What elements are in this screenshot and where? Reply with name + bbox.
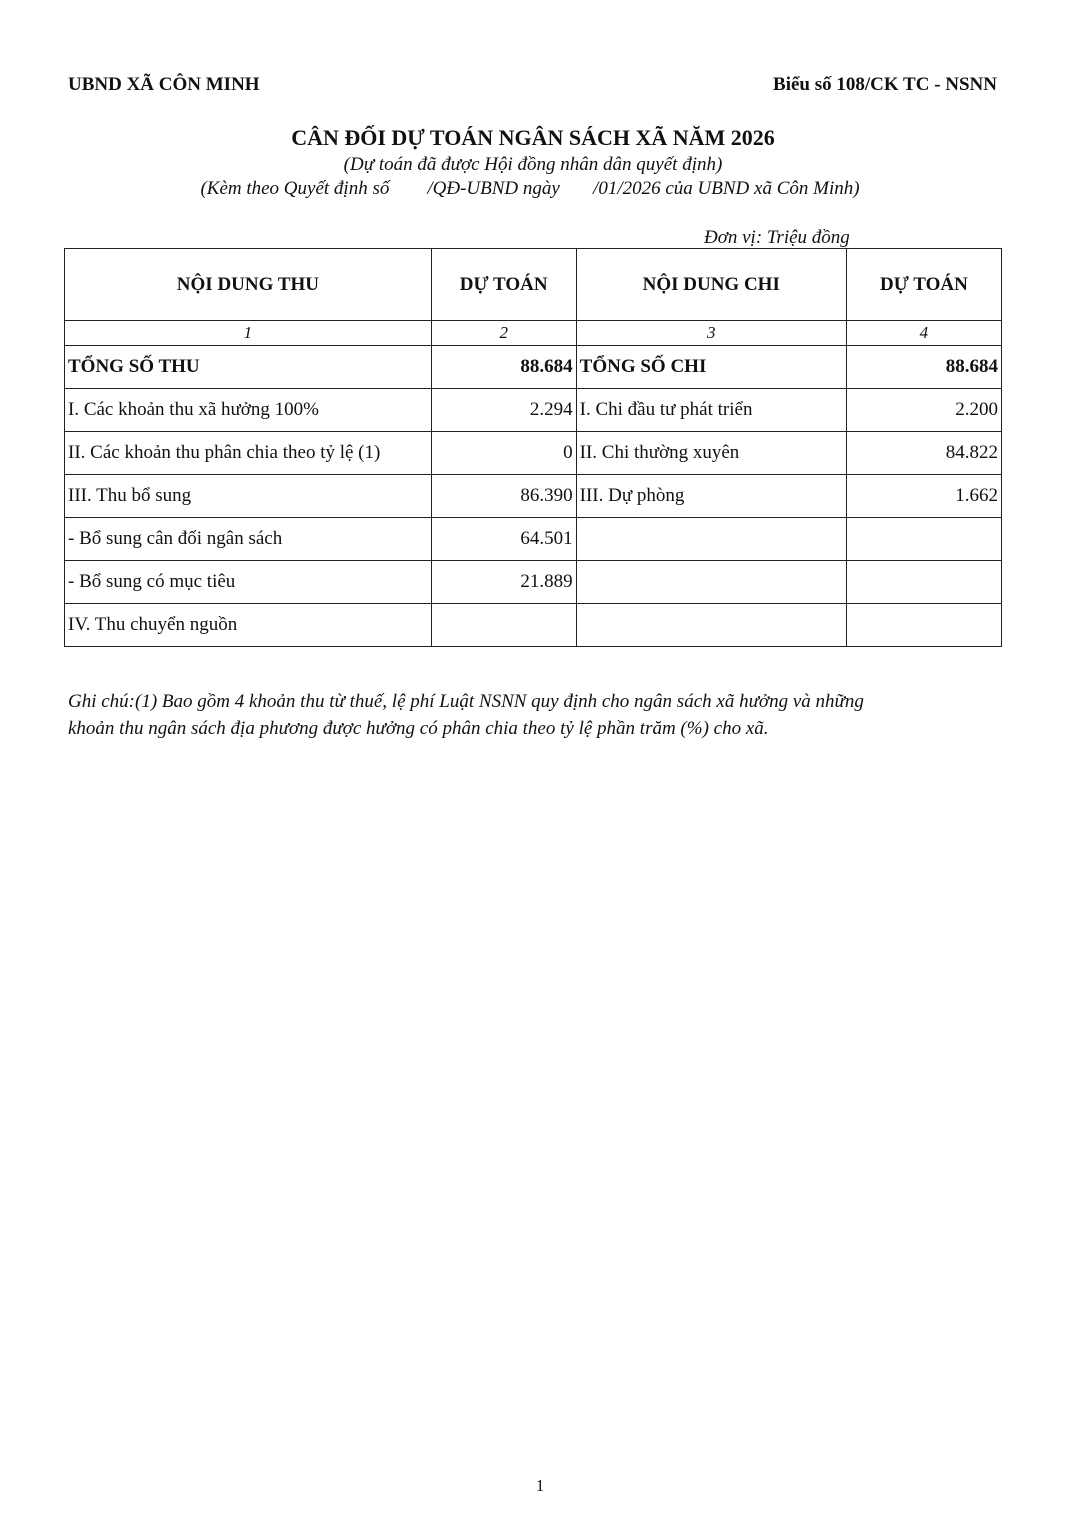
organization-name: UBND XÃ CÔN MINH [68,74,260,95]
page-number: 1 [535,1476,545,1495]
expense-value [846,561,1001,604]
revenue-label: IV. Thu chuyển nguồn [65,604,432,647]
table-row [65,518,1002,561]
footnote [68,688,968,742]
table-row [65,432,1002,475]
expense-value: 84.822 [846,432,1001,475]
column-index: 4 [846,321,1001,346]
revenue-value: 2.294 [431,389,576,432]
column-index: 2 [431,321,576,346]
table-row [65,389,1002,432]
expense-value: 1.662 [846,475,1001,518]
revenue-label: III. Thu bổ sung [65,475,432,518]
expense-label: TỔNG SỐ CHI [576,346,846,389]
expense-label [576,518,846,561]
table-row-total [65,346,1002,389]
expense-label: II. Chi thường xuyên [576,432,846,475]
expense-label [576,604,846,647]
header-expense-estimate: DỰ TOÁN [846,249,1001,321]
form-code: Biểu số 108/CK TC - NSNN [773,74,997,95]
column-index: 1 [65,321,432,346]
attachment-reference: (Kèm theo Quyết định số /QĐ-UBND ngày /01/2026 của UBND xã Côn Minh) [200,178,860,199]
expense-value: 2.200 [846,389,1001,432]
revenue-label: TỔNG SỐ THU [65,346,432,389]
revenue-value: 86.390 [431,475,576,518]
revenue-value: 21.889 [431,561,576,604]
expense-value [846,604,1001,647]
column-index-row [65,321,1002,346]
unit-label: Đơn vị: Triệu đồng [704,227,850,248]
document-title: CÂN ĐỐI DỰ TOÁN NGÂN SÁCH XÃ NĂM 2026 [291,125,775,150]
table-row [65,604,1002,647]
table-row [65,561,1002,604]
header-revenue-content: NỘI DUNG THU [65,249,432,321]
expense-label [576,561,846,604]
revenue-value: 0 [431,432,576,475]
table-header-row [65,249,1002,321]
expense-label: III. Dự phòng [576,475,846,518]
expense-value [846,518,1001,561]
table-row [65,475,1002,518]
footnote-line: khoản thu ngân sách địa phương được hưởng có phân chia theo tỷ lệ phần trăm (%) cho xã. [68,718,769,739]
revenue-label: - Bổ sung cân đối ngân sách [65,518,432,561]
revenue-value: 64.501 [431,518,576,561]
budget-table [64,248,1002,647]
header-expense-content: NỘI DUNG CHI [576,249,846,321]
revenue-value [431,604,576,647]
header-revenue-estimate: DỰ TOÁN [431,249,576,321]
revenue-label: II. Các khoản thu phân chia theo tỷ lệ (1) [65,432,432,475]
expense-label: I. Chi đầu tư phát triển [576,389,846,432]
revenue-value: 88.684 [431,346,576,389]
revenue-label: I. Các khoản thu xã hưởng 100% [65,389,432,432]
revenue-label: - Bổ sung có mục tiêu [65,561,432,604]
footnote-line: Ghi chú:(1) Bao gồm 4 khoản thu từ thuế, lệ phí Luật NSNN quy định cho ngân sách xã hưởng và những [68,691,864,712]
document-subtitle: (Dự toán đã được Hội đồng nhân dân quyết định) [343,154,723,175]
expense-value: 88.684 [846,346,1001,389]
column-index: 3 [576,321,846,346]
